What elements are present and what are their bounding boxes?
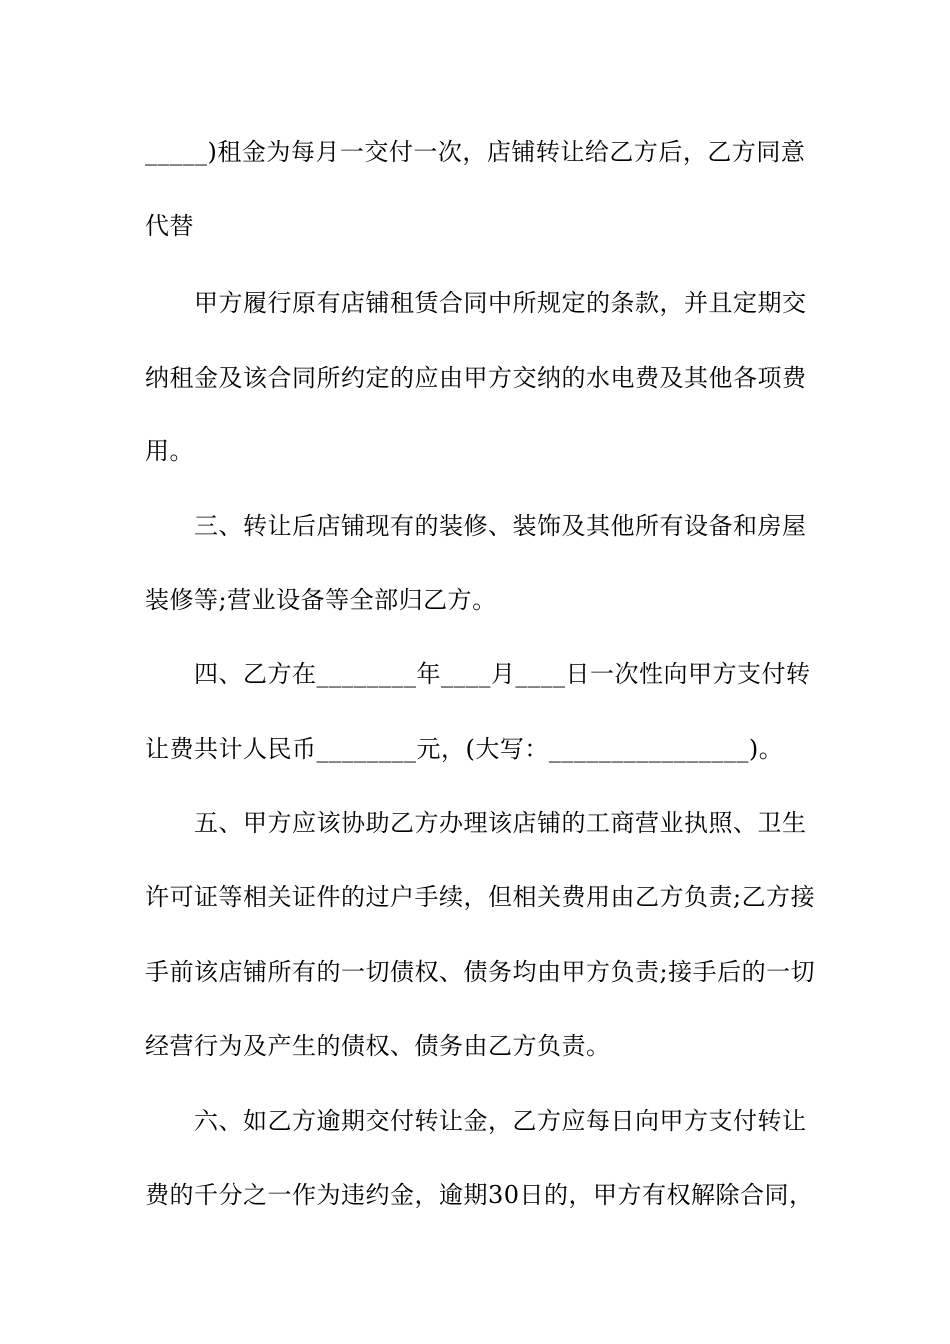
clause-four-line: 四、乙方在________年____月____日一次性向甲方支付转 — [194, 660, 811, 688]
text-line: 代替 — [145, 212, 194, 240]
clause-six-line: 六、如乙方逾期交付转让金，乙方应每日向甲方支付转让 — [194, 1107, 807, 1135]
text-line: 让费共计人民币________元，(大写：________________)。 — [145, 735, 784, 763]
text-line: 许可证等相关证件的过户手续，但相关费用由乙方负责;乙方接 — [145, 883, 816, 911]
clause-five-line: 五、甲方应该协助乙方办理该店铺的工商营业执照、卫生 — [194, 809, 807, 837]
text-line: _____)租金为每月一交付一次，店铺转让给乙方后，乙方同意 — [145, 138, 806, 166]
text-line: 手前该店铺所有的一切债权、债务均由甲方负责;接手后的一切 — [145, 958, 816, 986]
text-line: 用。 — [145, 437, 194, 465]
text-line: 费的千分之一作为违约金，逾期30日的，甲方有权解除合同， — [145, 1181, 814, 1209]
clause-three-line: 三、转让后店铺现有的装修、装饰及其他所有设备和房屋 — [194, 512, 807, 540]
paragraph-line: 甲方履行原有店铺租赁合同中所规定的条款，并且定期交 — [194, 289, 807, 317]
text-line: 经营行为及产生的债权、债务由乙方负责。 — [145, 1032, 611, 1060]
text-line: 纳租金及该合同所约定的应由甲方交纳的水电费及其他各项费 — [145, 364, 807, 392]
text-line: 装修等;营业设备等全部归乙方。 — [145, 586, 497, 614]
